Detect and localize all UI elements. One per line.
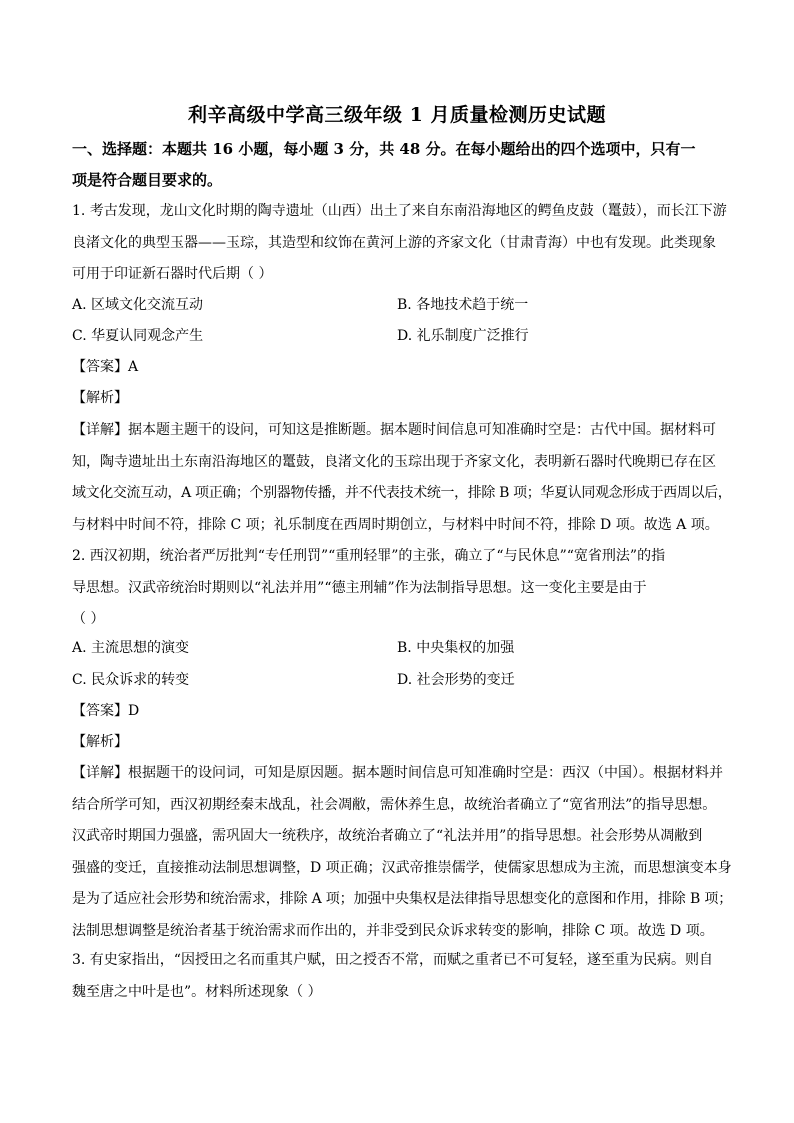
- question-1-analysis-label: 【解析】: [72, 390, 128, 406]
- question-1-option-b: B. 各地技术趋于统一: [397, 297, 529, 313]
- stem-line: 2. 西汉初期，统治者严厉批判“专任刑罚”“重刑轻罪”的主张，确立了“与民休息”“宽省刑法”的指: [72, 548, 666, 564]
- question-1-detail: [72, 415, 732, 541]
- question-2-option-a: A. 主流思想的演变: [72, 640, 190, 656]
- detail-line: 结合所学可知，西汉初期经秦末战乱，社会凋敝，需休养生息，故统治者确立了“宽省刑法”的指导思想。: [72, 796, 717, 813]
- stem-line: 导思想。汉武帝统治时期则以“礼法并用”“德主刑辅”作为法制指导思想。这一变化主要是由于: [72, 579, 647, 596]
- detail-line: 是为了适应社会形势和统治需求，排除 A 项；加强中央集权是法律指导思想变化的意图和作用，排除 B 项；: [72, 891, 733, 907]
- question-1-option-a: A. 区域文化交流互动: [72, 297, 204, 313]
- question-2-analysis-label: 【解析】: [72, 734, 128, 750]
- question-3-stem: [72, 945, 732, 1008]
- question-2-detail: [72, 758, 732, 947]
- question-2-answer: 【答案】D: [72, 703, 140, 719]
- stem-line: （ ）: [72, 611, 105, 627]
- page-title: 利辛高级中学高三级年级 1 月质量检测历史试题: [188, 104, 606, 126]
- stem-line: 可用于印证新石器时代后期（ ）: [72, 266, 273, 282]
- stem-line: 3. 有史家指出，“因授田之名而重其户赋，田之授否不常，而赋之重者已不可复轻，遂至重为民病。则自: [72, 952, 713, 968]
- detail-line: 【详解】根据题干的设问词，可知是原因题。据本题时间信息可知准确时空是：西汉（中国）。根据材料并: [72, 765, 723, 781]
- detail-line: 法制思想调整是统治者基于统治需求而作出的，并非受到民众诉求转变的影响，排除 C 项。故选 D 项。: [72, 922, 714, 939]
- question-1-answer: 【答案】A: [72, 359, 139, 375]
- detail-line: 域文化交流互动，A 项正确；个别器物传播，并不代表技术统一，排除 B 项；华夏认同观念形成于西周以后，: [72, 485, 732, 501]
- question-2-option-c: C. 民众诉求的转变: [72, 672, 190, 688]
- detail-line: 【详解】据本题主题干的设问，可知这是推断题。据本题时间信息可知准确时空是：古代中国。据材料可: [72, 422, 716, 438]
- detail-line: 汉武帝时期国力强盛，需巩固大一统秩序，故统治者确立了“礼法并用”的指导思想。社会形势从凋敝到: [72, 828, 703, 844]
- stem-line: 魏至唐之中叶是也”。材料所述现象（ ）: [72, 983, 322, 1000]
- section-heading-line: 一、选择题：本题共 16 小题，每小题 3 分，共 48 分。在每小题给出的四个选项中，只有一: [72, 140, 696, 158]
- question-2-stem: [72, 541, 732, 636]
- question-2-option-b: B. 中央集权的加强: [397, 640, 515, 656]
- section-heading-line: 项是符合题目要求的。: [72, 171, 223, 189]
- section-heading: [72, 134, 732, 196]
- detail-line: 与材料中时间不符，排除 C 项；礼乐制度在西周时期创立，与材料中时间不符，排除 D 项。故选 A 项。: [72, 516, 719, 533]
- question-1-option-c: C. 华夏认同观念产生: [72, 328, 204, 344]
- stem-line: 1. 考古发现，龙山文化时期的陶寺遗址（山西）出土了来自东南沿海地区的鳄鱼皮鼓（鼍鼓），而长江下游: [72, 203, 727, 219]
- question-1-stem: [72, 196, 732, 291]
- detail-line: 知，陶寺遗址出土东南沿海地区的鼍鼓，良渚文化的玉琮出现于齐家文化，表明新石器时代晚期已存在区: [72, 453, 716, 470]
- stem-line: 良渚文化的典型玉器——玉琮，其造型和纹饰在黄河上游的齐家文化（甘肃青海）中也有发现。此类现象: [72, 234, 716, 251]
- question-2-option-d: D. 社会形势的变迁: [397, 672, 515, 688]
- question-1-option-d: D. 礼乐制度广泛推行: [397, 328, 529, 344]
- detail-line: 强盛的变迁，直接推动法制思想调整，D 项正确；汉武帝推崇儒学，使儒家思想成为主流，而思想演变本身: [72, 859, 732, 876]
